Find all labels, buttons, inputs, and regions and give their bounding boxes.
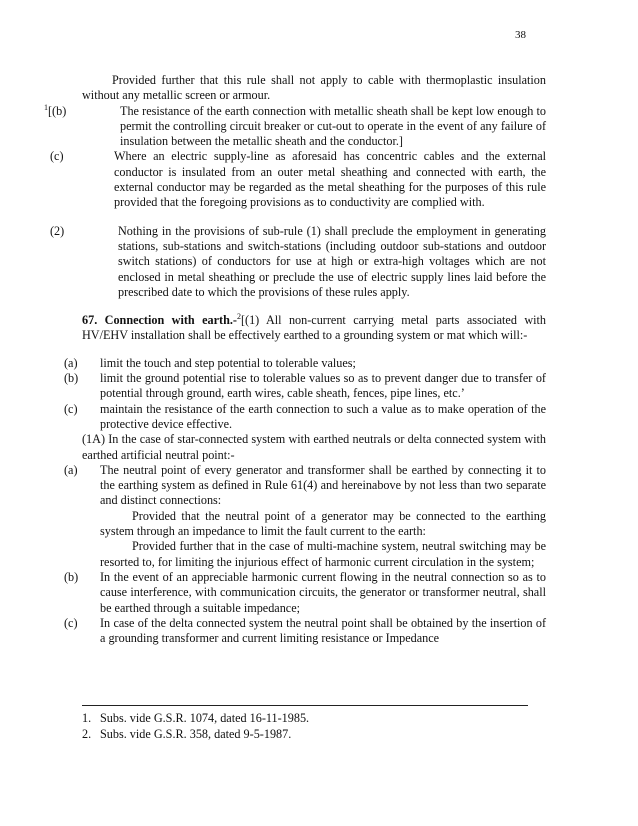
rule-67-item-b-text: limit the ground potential rise to tolerable values so as to prevent danger due to transfer of potential through ground, earth wires, cable sheath, fences, pipe lines, etc.’ [100, 371, 546, 401]
rule-67-text: [(1) All non-current carrying metal parts associated with HV/EHV installation shall be effectively earthed to a grounding system or mat which will:- [82, 313, 546, 343]
footnote-text: Subs. vide G.S.R. 1074, dated 16-11-1985. [100, 711, 310, 725]
rule-67-item-b-label: (b) [64, 371, 79, 386]
subrule-1a-item-a-text: The neutral point of every generator and transformer shall be earthed by connecting it to the earthing system as defined in Rule 61(4) and hereinabove by not less than two separate and distinct connections: [100, 462, 546, 508]
subrule-1a-item-c-label: (c) [64, 615, 78, 630]
footnote-divider [82, 705, 528, 706]
footnote-ref-1: 1 [44, 102, 48, 112]
subrule-1a-item-b [64, 569, 546, 616]
subrule-2 [50, 223, 546, 300]
subrule-1a-item-a [64, 462, 546, 509]
document-body [44, 73, 546, 646]
rule-67-item-c-label: (c) [64, 401, 78, 416]
rule-67-item-a-label: (a) [64, 355, 78, 370]
subrule-1a-item-a-label: (a) [64, 462, 78, 477]
footnote-number: 1. [82, 711, 92, 725]
footnote-item [82, 727, 309, 743]
footnote-item [82, 711, 309, 727]
rule-67-item-a-text: limit the touch and step potential to tolerable values; [100, 355, 356, 370]
clause-c-text: Where an electric supply-line as aforesaid has concentric cables and the external conductor is insulated from an outer metal sheathing and connected with earth, the external conductor may be regarded as the metal sheathing for the purposes of this rule provided that the foregoing provisions as to conductivity are complied with. [114, 149, 546, 210]
proviso-paragraph: Provided further that this rule shall not apply to cable with thermoplastic insulation without any metallic screen or armour. [82, 73, 546, 103]
subrule-1a-item-c [64, 615, 546, 647]
subrule-2-label: (2) [50, 223, 65, 238]
rule-67-item-a [64, 355, 546, 371]
subrule-1a-item-b-text: In the event of an appreciable harmonic current flowing in the neutral connection so as to cause interference, with communication circuits, the generator or transformer neutral, shall be earthed through a suitable impedance; [100, 569, 546, 615]
clause-c [50, 149, 546, 210]
subrule-1a-item-c-text: In case of the delta connected system the neutral point shall be obtained by the insertion of a grounding transformer and current limiting resistance or Impedance [100, 615, 546, 646]
rule-67-item-c [64, 401, 546, 433]
footnotes [82, 711, 309, 742]
subrule-1a: (1A) In the case of star-connected system with earthed neutrals or delta connected system with earthed artificial neutral point:- [82, 432, 546, 462]
footnote-text: Subs. vide G.S.R. 358, dated 9-5-1987. [100, 726, 292, 741]
footnote-number: 2. [82, 726, 92, 741]
clause-b-text: The resistance of the earth connection with metallic sheath shall be kept low enough to permit the controlling circuit breaker or cut-out to operate in the event of any failure of insulation between the metallic sheath and the conductor.] [120, 103, 546, 149]
proviso-block [82, 509, 546, 570]
proviso-1: Provided that the neutral point of a generator may be connected to the earthing system through an impedance to limit the fault current to the earth: [100, 508, 546, 539]
footnote-ref-2: 2 [236, 312, 241, 322]
clause-b [44, 102, 546, 150]
clause-c-label: (c) [50, 149, 64, 164]
rule-67-heading: 67. Connection with earth.- [82, 313, 237, 328]
clause-b-label [44, 104, 66, 119]
proviso-2: Provided further that in the case of multi-machine system, neutral switching may be resorted to, for limiting the injurious effect of harmonic current circulation in the system; [100, 539, 546, 569]
page-number: 38 [515, 29, 526, 41]
clause-b-marker: [(b) [48, 103, 67, 118]
subrule-2-text: Nothing in the provisions of sub-rule (1) shall preclude the employment in generating stations, sub-stations and switch-stations (including outdoor sub-stations and outdoor switch stations) of conductors for use at high or extra-high voltages which are not enclosed in metal sheathing or preclude the use of electric supply lines laid before the prescribed date to which the provisions of these rules apply. [118, 223, 546, 299]
rule-67-item-b [64, 371, 546, 402]
subrule-1a-item-b-label: (b) [64, 569, 79, 584]
rule-67-intro [82, 313, 546, 344]
rule-67-item-c-text: maintain the resistance of the earth connection to such a value as to make operation of the protective device effective. [100, 401, 546, 431]
